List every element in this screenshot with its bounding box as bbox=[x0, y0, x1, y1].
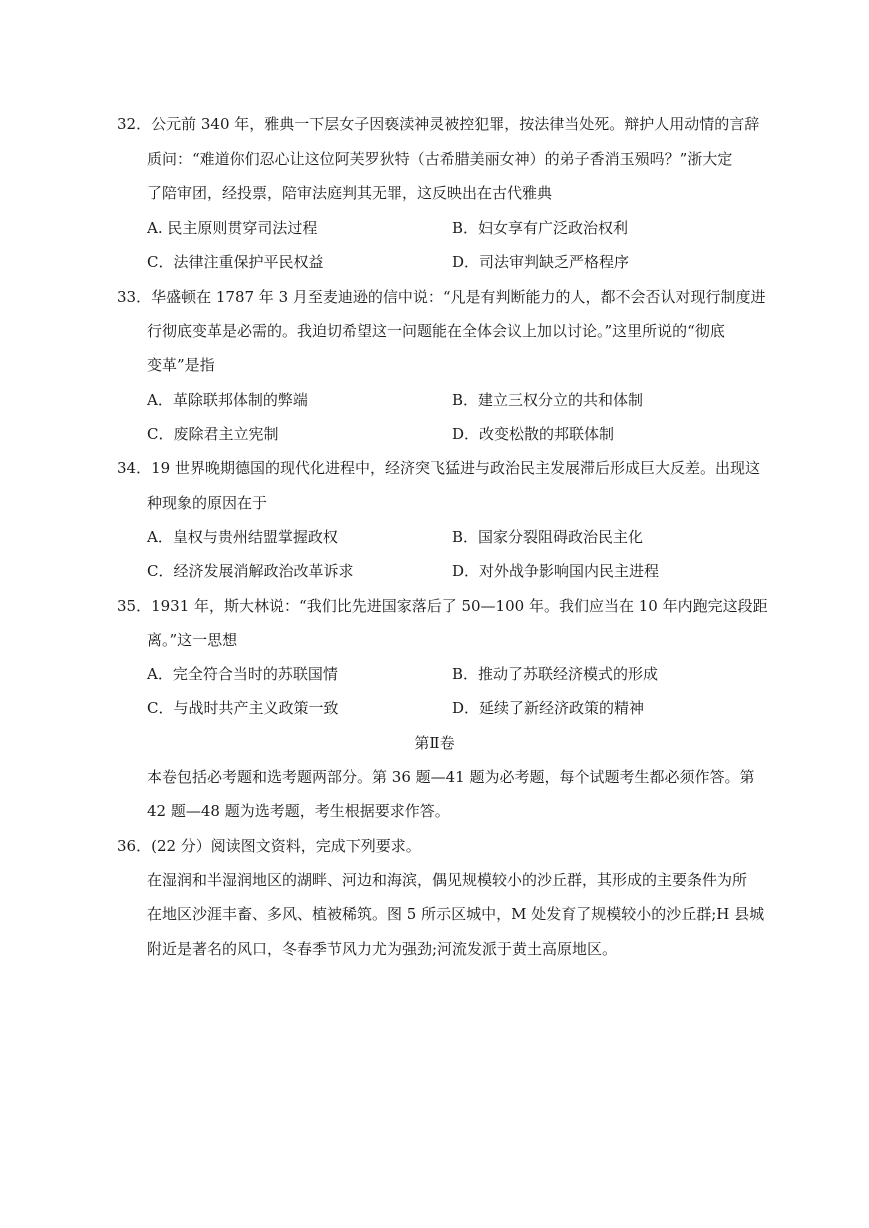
option-d: D．对外战争影响国内民主进程 bbox=[452, 562, 660, 580]
option-b: B．妇女享有广泛政治权利 bbox=[452, 219, 629, 237]
question-stem-line: 了陪审团，经投票，陪审法庭判其无罪，这反映出在古代雅典 bbox=[147, 184, 553, 202]
option-a: A. 民主原则贯穿司法过程 bbox=[147, 219, 318, 237]
question-stem-line: 种现象的原因在于 bbox=[147, 494, 268, 512]
option-b: B．国家分裂阻碍政治民主化 bbox=[452, 528, 644, 546]
option-d: D．司法审判缺乏严格程序 bbox=[452, 253, 630, 271]
question-stem-line: 35．1931 年，斯大林说：“我们比先进国家落后了 50—100 年。我们应当在 10 年内跑完这段距 bbox=[117, 597, 768, 615]
question-stem-line: 在湿润和半湿润地区的湖畔、河边和海滨，偶见规模较小的沙丘群，其形成的主要条件为所 bbox=[147, 871, 748, 889]
option-a: A．革除联邦体制的弊端 bbox=[147, 391, 308, 409]
section-title: 第Ⅱ卷 bbox=[414, 734, 455, 752]
question-stem-line: 34．19 世界晚期德国的现代化进程中，经济突飞猛进与政治民主发展滞后形成巨大反差。出现这 bbox=[117, 459, 760, 477]
section-intro-line: 42 题—48 题为选考题，考生根据要求作答。 bbox=[147, 802, 450, 820]
question-stem-line: 附近是著名的风口，冬春季节风力尤为强劲;河流发派于黄土高原地区。 bbox=[147, 940, 618, 958]
option-c: C．废除君主立宪制 bbox=[147, 425, 279, 443]
question-stem-line: 32．公元前 340 年，雅典一下层女子因亵渎神灵被控犯罪，按法律当处死。辩护人用动情的言辞 bbox=[117, 115, 760, 133]
option-a: A．完全符合当时的苏联国情 bbox=[147, 665, 338, 683]
question-stem-line: 在地区沙涯丰畜、多风、植被稀筑。图 5 所示区城中，M 处发育了规模较小的沙丘群;H 县城 bbox=[147, 905, 765, 923]
option-a: A．皇权与贵州结盟掌握政权 bbox=[147, 528, 338, 546]
question-stem-line: 离。”这一思想 bbox=[147, 631, 238, 649]
question-stem-line: 变革”是指 bbox=[147, 356, 215, 374]
question-stem-line: 行彻底变革是必需的。我迫切希望这一问题能在全体会议上加以讨论。”这里所说的“彻底 bbox=[147, 322, 725, 340]
question-stem-line: 质问：“难道你们忍心让这位阿芙罗狄特（古希腊美丽女神）的弟子香消玉殒吗？”浙大定 bbox=[147, 150, 733, 168]
section-intro-line: 本卷包括必考题和选考题两部分。第 36 题—41 题为必考题，每个试题考生都必须作答。第 bbox=[147, 768, 755, 786]
option-d: D．延续了新经济政策的精神 bbox=[452, 699, 645, 717]
option-d: D．改变松散的邦联体制 bbox=[452, 425, 615, 443]
question-stem-line: 33．华盛顿在 1787 年 3 月至麦迪逊的信中说：“凡是有判断能力的人，都不会否认对现行制度进 bbox=[117, 288, 766, 306]
option-b: B．建立三权分立的共和体制 bbox=[452, 391, 644, 409]
question-header: 36．(22 分）阅读图文资料，完成下列要求。 bbox=[117, 837, 421, 855]
option-c: C．与战时共产主义政策一致 bbox=[147, 699, 339, 717]
option-c: C．法律注重保护平民权益 bbox=[147, 253, 324, 271]
option-c: C．经济发展消解政治改革诉求 bbox=[147, 562, 354, 580]
option-b: B．推动了苏联经济模式的形成 bbox=[452, 665, 659, 683]
